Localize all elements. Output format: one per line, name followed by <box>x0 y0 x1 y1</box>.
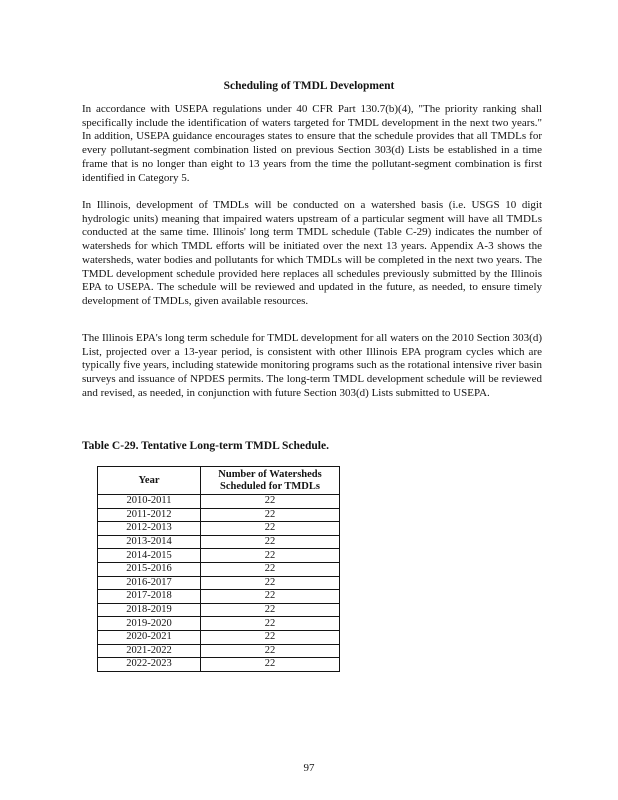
count-cell: 22 <box>201 590 340 604</box>
count-cell: 22 <box>201 617 340 631</box>
table-row <box>98 644 340 658</box>
year-cell: 2011-2012 <box>98 508 201 522</box>
table-row <box>98 603 340 617</box>
count-cell: 22 <box>201 630 340 644</box>
year-cell: 2014-2015 <box>98 549 201 563</box>
count-cell: 22 <box>201 549 340 563</box>
section-title: Scheduling of TMDL Development <box>223 80 395 92</box>
table-row <box>98 562 340 576</box>
table-row <box>98 522 340 536</box>
year-cell: 2021-2022 <box>98 644 201 658</box>
paragraph-long-term-schedule: The Illinois EPA's long term schedule for TMDL development for all waters on the 2010 Section 303(d) List, projected over a 13-year period, is consistent with other Illinois EPA program cycles which are typically five years, including statewide monitoring programs such as the rotational intensive river basin surveys and issuance of NPDES permits. The long-term TMDL development schedule will be reviewed and revised, as needed, in conjunction with future Section 303(d) Lists submitted to USEPA. <box>82 332 542 399</box>
table-header-row <box>98 467 340 495</box>
year-cell: 2020-2021 <box>98 630 201 644</box>
table-row <box>98 576 340 590</box>
year-cell: 2016-2017 <box>98 576 201 590</box>
year-cell: 2022-2023 <box>98 658 201 672</box>
year-cell: 2012-2013 <box>98 522 201 536</box>
paragraph-regulations: In accordance with USEPA regulations under 40 CFR Part 130.7(b)(4), "The priority ranking shall specifically include the identification of waters targeted for TMDL development in the next two years." In addition, USEPA guidance encourages states to ensure that the schedule provides that all TMDLs for every pollutant-segment combination listed on previous Section 303(d) Lists be established in a time frame that is no longer than eight to 13 years from the time the pollutant-segment combination is first identified in Category 5. <box>82 103 542 184</box>
header-number-of-watersheds: Number of Watersheds Scheduled for TMDLs <box>201 467 340 495</box>
count-cell: 22 <box>201 495 340 509</box>
table-row <box>98 508 340 522</box>
table-row <box>98 495 340 509</box>
year-cell: 2010-2011 <box>98 495 201 509</box>
paragraph-watershed-basis: In Illinois, development of TMDLs will be conducted on a watershed basis (i.e. USGS 10 digit hydrologic units) meaning that impaired waters upstream of a particular segment will have all TMDLs conducted at the same time. Illinois' long term TMDL schedule (Table C-29) indicates the number of watersheds for which TMDL efforts will be initiated over the next 13 years. Appendix A-3 shows the watersheds, water bodies and pollutants for which TMDLs will be completed in the next two years. The TMDL development schedule provided here replaces all schedules previously submitted by the Illinois EPA to USEPA. The schedule will be reviewed and updated in the future, as needed, to ensure timely development of TMDLs, given available resources. <box>82 199 542 307</box>
table-row <box>98 549 340 563</box>
tmdl-schedule-table <box>97 466 340 672</box>
year-cell: 2013-2014 <box>98 535 201 549</box>
count-cell: 22 <box>201 644 340 658</box>
year-cell: 2018-2019 <box>98 603 201 617</box>
table-row <box>98 617 340 631</box>
page-number: 97 <box>303 762 315 774</box>
count-cell: 22 <box>201 508 340 522</box>
table-row <box>98 590 340 604</box>
count-cell: 22 <box>201 562 340 576</box>
table-caption: Table C-29. Tentative Long-term TMDL Schedule. <box>82 440 329 452</box>
count-cell: 22 <box>201 658 340 672</box>
count-cell: 22 <box>201 535 340 549</box>
count-cell: 22 <box>201 576 340 590</box>
year-cell: 2017-2018 <box>98 590 201 604</box>
year-cell: 2019-2020 <box>98 617 201 631</box>
table-row <box>98 535 340 549</box>
header-year: Year <box>98 467 201 495</box>
table-row <box>98 630 340 644</box>
count-cell: 22 <box>201 603 340 617</box>
year-cell: 2015-2016 <box>98 562 201 576</box>
count-cell: 22 <box>201 522 340 536</box>
table-row <box>98 658 340 672</box>
